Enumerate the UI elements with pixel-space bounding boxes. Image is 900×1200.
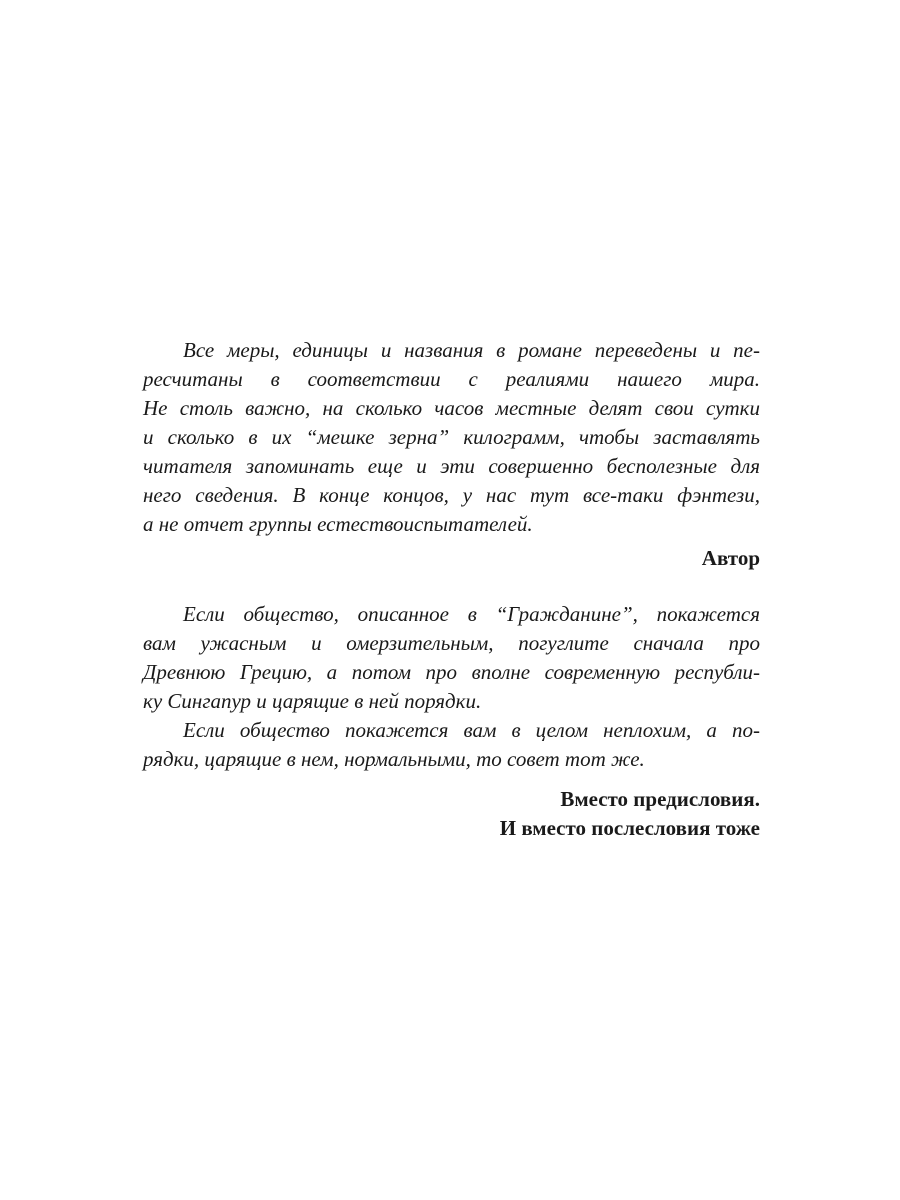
text-line: Если общество, описанное в “Гражданине”, покажется [183,602,760,626]
signature-line: Вместо предисловия. [560,787,760,811]
text-line: и сколько в их “мешке зерна” килограмм, чтобы заставлять [143,425,760,449]
text-line: Все меры, единицы и названия в романе переведены и пе- [183,338,760,362]
signature-line: И вместо послесловия тоже [499,816,760,840]
text-line: вам ужасным и омерзительным, погуглите сначала про [143,631,760,655]
text-line: него сведения. В конце концов, у нас тут все-таки фэнтези, [143,483,760,507]
text-line: Не столь важно, на сколько часов местные делят свои сутки [143,396,760,420]
text-line: Если общество покажется вам в целом неплохим, а по- [183,718,760,742]
signature-author: Автор [701,546,760,570]
text-line: а не отчет группы естествоиспытателей. [143,512,533,536]
text-line: рядки, царящие в нем, нормальными, то совет тот же. [143,747,645,771]
text-line: Древнюю Грецию, а потом про вполне современную республи- [143,660,760,684]
text-line: читателя запоминать еще и эти совершенно бесполезные для [143,454,760,478]
text-line: ресчитаны в соответствии с реалиями нашего мира. [143,367,760,391]
text-line: ку Сингапур и царящие в ней порядки. [143,689,482,713]
preface-note [143,600,760,843]
author-note [143,336,760,573]
